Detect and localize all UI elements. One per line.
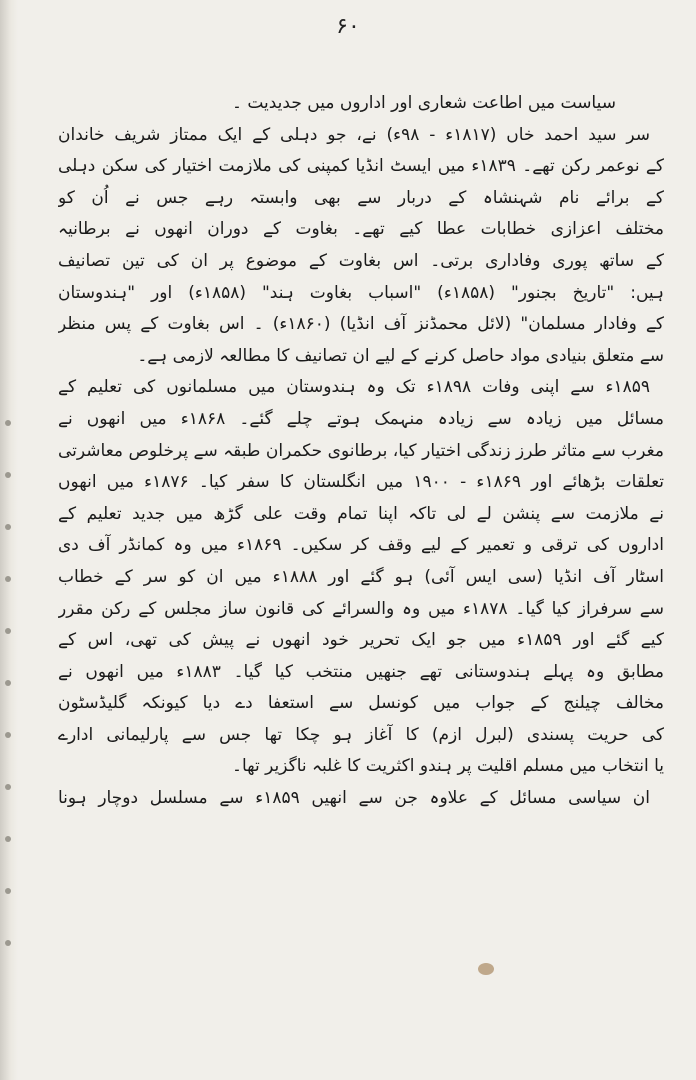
ink-stain [478,963,494,975]
text-line: ہیں: "تاریخ بجنور" (۱۸۵۸ء) "اسباب بغاوت ہند" (۱۸۵۸ء) اور "ہندوستان [58,282,664,303]
text-line: کے نوعمر رکن تھے۔ ۱۸۳۹ء میں ایسٹ انڈیا کمپنی کی ملازمت اختیار کی سکن دہلی [58,156,664,177]
body-text [58,88,664,815]
text-line: کے ساتھ پوری وفاداری برتی۔ اس بغاوت کے موضوع پر ان کی تین تصانیف [58,250,664,271]
text-line: تعلقات بڑھائے اور ۱۸۶۹ء - ۱۹۰۰ میں انگلستان کا سفر کیا۔ ۱۸۷۶ء میں انھوں [58,472,664,493]
text-line: کیے گئے اور ۱۸۵۹ء میں جو ایک تحریر خود انھوں نے پیش کی تھی، اس کے [58,630,664,651]
text-line: مختلف اعزازی خطابات عطا کیے تھے۔ بغاوت کے دوران انھوں نے برطانیہ [58,219,664,240]
text-line: ۱۸۵۹ء سے اپنی وفات ۱۸۹۸ء تک وہ ہندوستان میں مسلمانوں کی تعلیم کے [58,377,650,398]
text-line: سے متعلق بنیادی مواد حاصل کرنے کے لیے ان تصانیف کا مطالعہ لازمی ہے۔ [137,345,664,366]
text-line: مخالف چیلنج کے جواب میں کونسل سے استعفا دے دیا کیونکہ گلیڈسٹون [58,693,664,714]
page-number: ۶۰ [336,14,360,39]
text-line: سے سرفراز کیا گیا۔ ۱۸۷۸ء میں وہ والسرائے کی قانون ساز مجلس کے رکن مقرر [58,598,664,619]
text-line: نے ملازمت سے پنشن لے لی تاکہ اپنا تمام وقت علی گڑھ میں جدید تعلیم کے [58,503,664,524]
text-line: مطابق وہ پہلے ہندوستانی تھے جنھیں منتخب کیا گیا۔ ۱۸۸۳ء میں انھوں نے [58,661,664,682]
text-line: اداروں کی ترقی و تعمیر کے لیے وقف کر سکیں۔ ۱۸۶۹ء میں وہ کمانڈر آف دی [58,535,664,556]
text-line: ان سیاسی مسائل کے علاوہ جن سے انھیں ۱۸۵۹ء سے مسلسل دوچار ہونا [58,788,650,809]
text-line: سر سید احمد خاں (۱۸۱۷ء - ۹۸ء) نے، جو دہلی کے ایک ممتاز شریف خاندان [58,124,651,145]
section-heading: سیاست میں اطاعت شعاری اور اداروں میں جدیدیت ۔ [231,93,616,113]
text-line: مسائل میں زیادہ سے زیادہ منہمک ہوتے چلے گئے۔ ۱۸۶۸ء میں انھوں نے [58,408,664,429]
text-line: یا انتخاب میں مسلم اقلیت پر ہندو اکثریت کا غلبہ ناگزیر تھا۔ [232,756,664,777]
text-line: کی حریت پسندی (لبرل ازم) کا آغاز ہو چکا تھا جس سے پارلیمانی ادارے [58,724,664,745]
text-line: مغرب سے متاثر طرز زندگی اختیار کیا، برطانوی حکمران طبقہ سے پرخلوص معاشرتی [58,440,664,461]
text-line: کے برائے نام شہنشاہ کے دربار سے بھی وابستہ رہے جس نے اُن کو [58,187,664,208]
text-line: کے وفادار مسلمان" (لائل محمڈنز آف انڈیا) (۱۸۶۰ء) ۔ اس بغاوت کے پس منظر [58,314,664,335]
binding-holes [3,420,13,1020]
text-line: اسٹار آف انڈیا (سی ایس آئی) ہو گئے اور ۱۸۸۸ء میں ان کو سر کے خطاب [58,566,664,587]
